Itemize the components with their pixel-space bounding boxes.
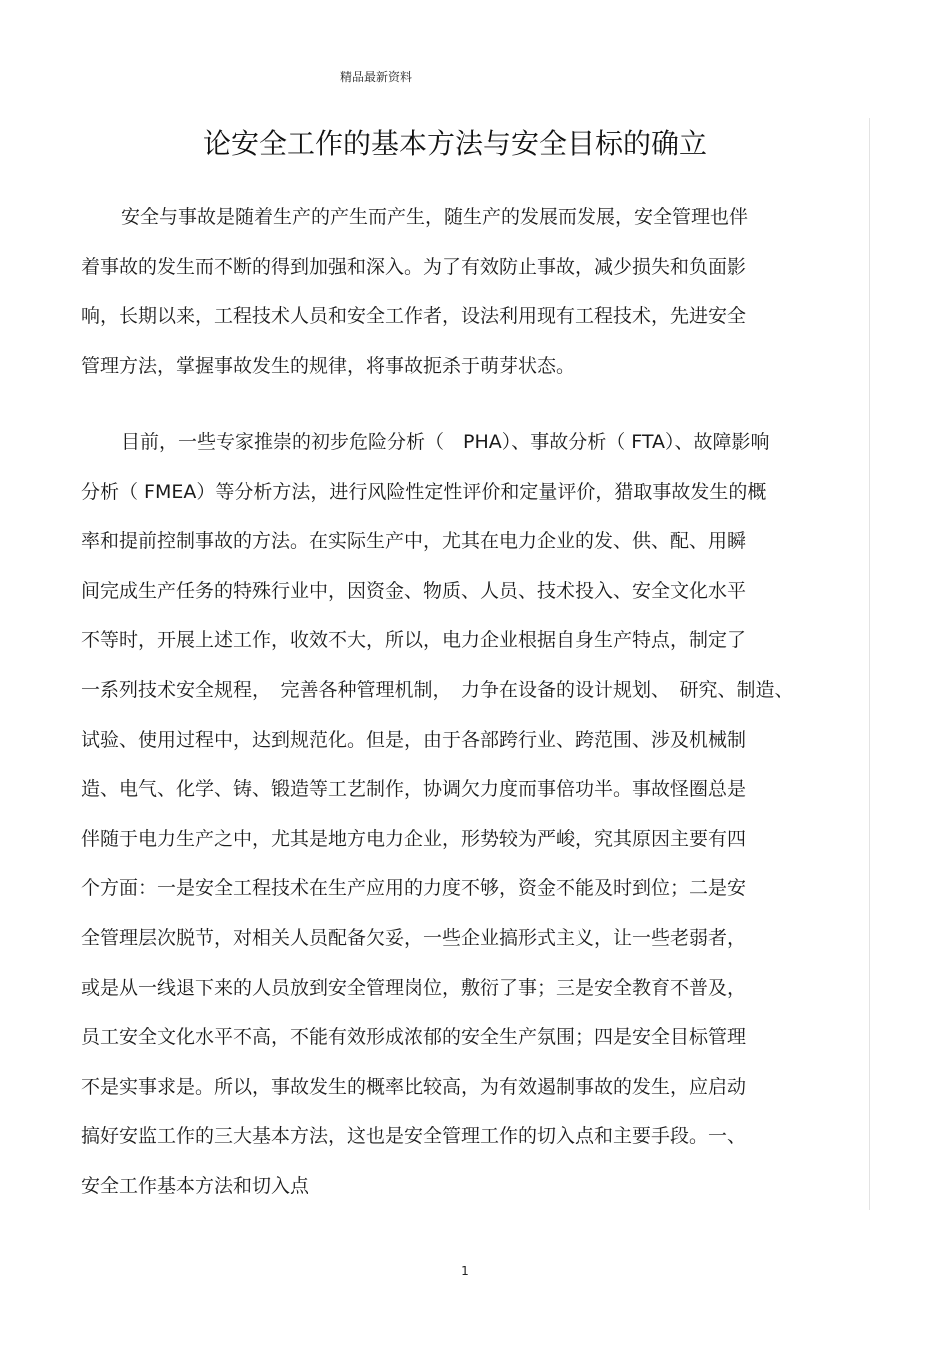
paragraph-line: 安全与事故是随着生产的产生而产生，随生产的发展而发展，安全管理也伴 [121,206,749,228]
paragraph-line: 管理方法，掌握事故发生的规律，将事故扼杀于萌芽状态。 [81,354,576,377]
paragraph-line: 不是实事求是。所以，事故发生的概率比较高，为有效遏制事故的发生，应启动 [81,1075,747,1098]
paragraph-line: 搞好安监工作的三大基本方法，这也是安全管理工作的切入点和主要手段。一、 [81,1125,747,1148]
paragraph-line: 全管理层次脱节，对相关人员配备欠妥，一些企业搞形式主义，让一些老弱者， [81,926,747,949]
paragraph-line: 一系列技术安全规程， 完善各种管理机制， 力争在设备的设计规划、 研究、制造、 [81,678,794,701]
page-margin-rule [869,118,870,1210]
paragraph-line: 率和提前控制事故的方法。在实际生产中，尤其在电力企业的发、供、配、用瞬 [81,530,747,553]
paragraph-line: 或是从一线退下来的人员放到安全管理岗位，敷衍了事；三是安全教育不普及， [81,976,747,999]
paragraph-1 [81,193,861,391]
paragraph-line: 安全工作基本方法和切入点 [81,1174,310,1197]
paragraph-line: 着事故的发生而不断的得到加强和深入。为了有效防止事故，减少损失和负面影 [81,255,747,278]
paragraph-line: 响，长期以来，工程技术人员和安全工作者，设法利用现有工程技术，先进安全 [81,305,747,328]
paragraph-line: 员工安全文化水平不高，不能有效形成浓郁的安全生产氛围；四是安全目标管理 [81,1026,747,1049]
paragraph-line: 造、电气、化学、铸、锻造等工艺制作，协调欠力度而事倍功半。事故怪圈总是 [81,778,747,801]
paragraph-line: 间完成生产任务的特殊行业中，因资金、物质、人员、技术投入、安全文化水平 [81,579,747,602]
header-note: 精品最新资料 [340,70,413,84]
paragraph-line: 分析（ FMEA）等分析方法，进行风险性定性评价和定量评价，猎取事故发生的概 [81,480,767,503]
page-number: 1 [461,1264,469,1278]
paragraph-2 [81,418,861,1212]
paragraph-line: 个方面：一是安全工程技术在生产应用的力度不够，资金不能及时到位；二是安 [81,877,747,900]
paragraph-line: 目前，一些专家推崇的初步危险分析（ PHA）、事故分析（ FTA）、故障影响 [121,431,770,453]
paragraph-line: 不等时，开展上述工作，收效不大，所以，电力企业根据自身生产特点，制定了 [81,629,747,652]
paragraph-line: 伴随于电力生产之中，尤其是地方电力企业，形势较为严峻，究其原因主要有四 [81,827,747,850]
document-title: 论安全工作的基本方法与安全目标的确立 [202,127,707,160]
paragraph-line: 试验、使用过程中，达到规范化。但是，由于各部跨行业、跨范围、涉及机械制 [81,728,747,751]
